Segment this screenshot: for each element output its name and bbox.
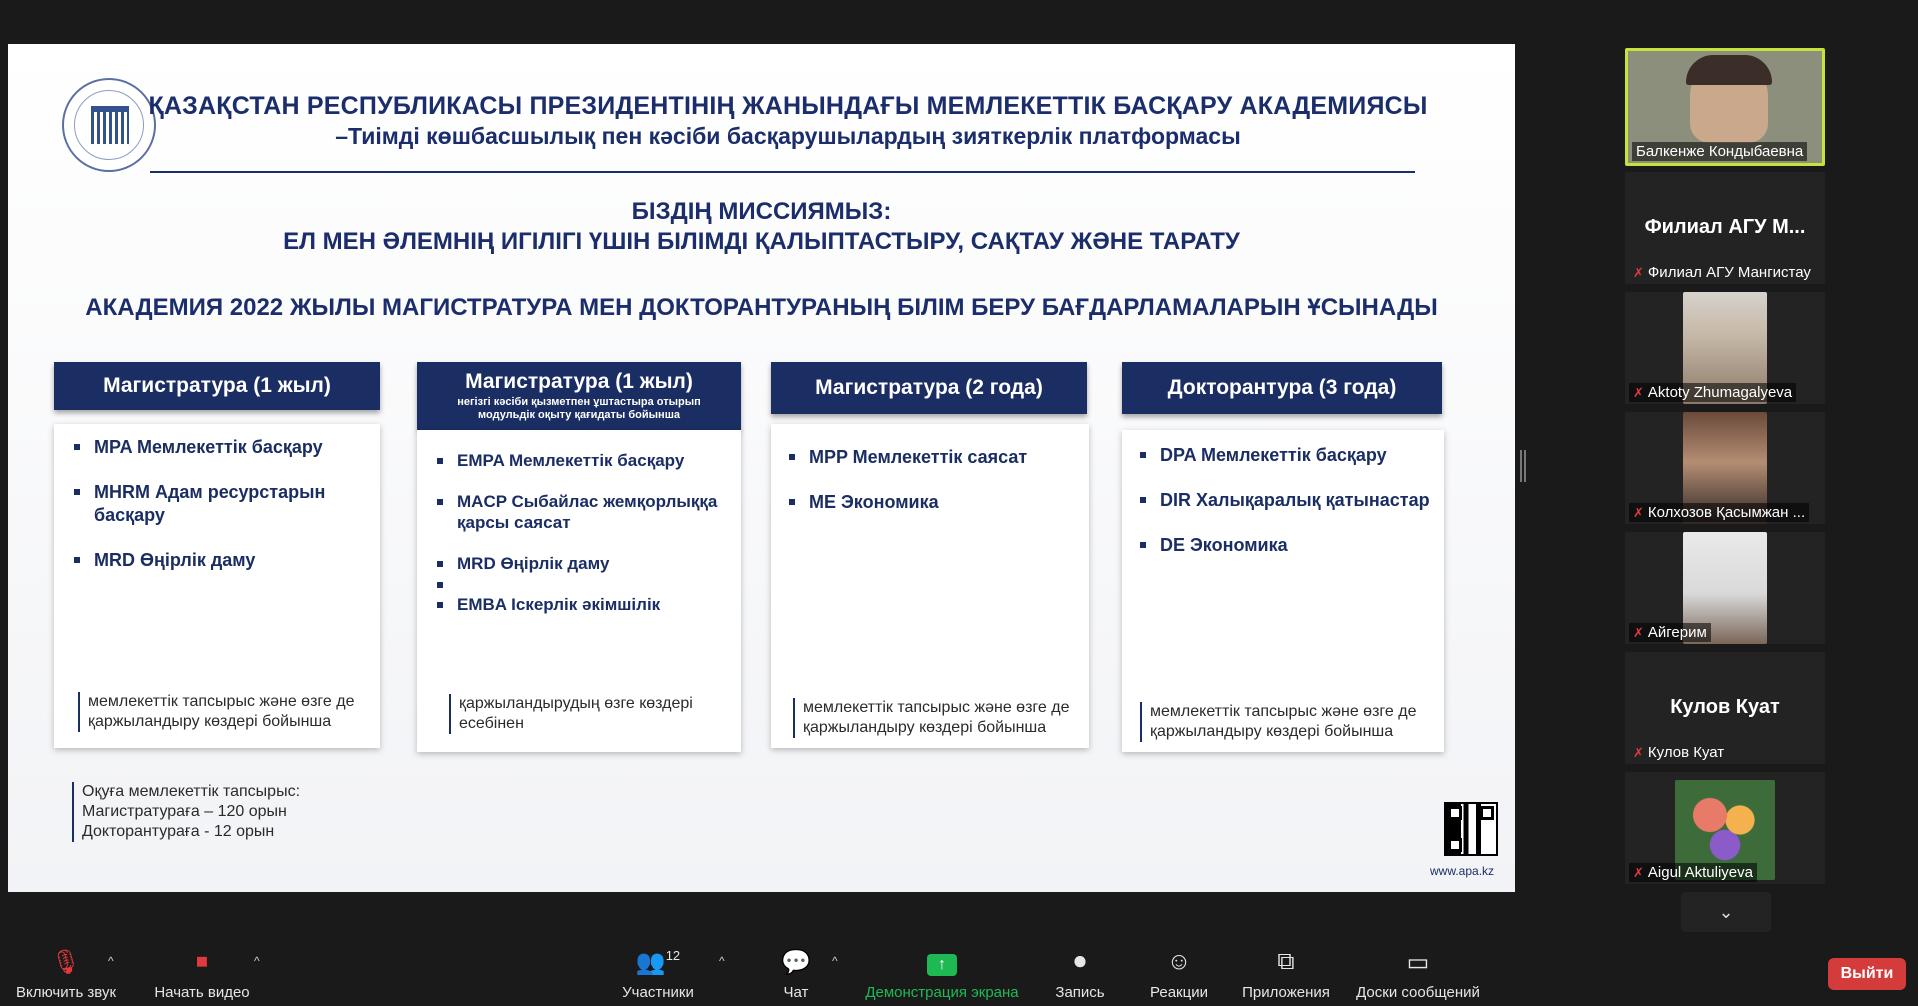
program-card-body (771, 424, 1089, 748)
quota-title: Оқуға мемлекеттік тапсырыс: (82, 783, 301, 800)
mic-muted-icon: ✗ (1633, 265, 1644, 280)
participants-icon: 👥$^{12}$ (635, 948, 681, 976)
chevron-down-icon[interactable]: ⌄ (1681, 892, 1771, 932)
mic-muted-icon: ✗ (1633, 505, 1644, 520)
slide-header-subtitle: –Тиімді көшбасшылық пен кәсіби басқарушылардың зияткерлік платформасы (335, 123, 1241, 149)
program-item: DPA Мемлекеттік басқару (1136, 444, 1432, 467)
program-item: DIR Халықаралық қатынастар (1136, 489, 1432, 512)
program-card-header (54, 362, 380, 410)
whiteboards-label: Доски сообщений (1356, 984, 1480, 1001)
program-card-title: Магистратура (1 жыл) (465, 370, 693, 393)
start-video-label: Начать видео (154, 984, 250, 1001)
video-options-caret[interactable]: ^ (254, 954, 260, 968)
record-label: Запись (1055, 984, 1105, 1001)
participant-display-name: Кулов Куат (1670, 696, 1780, 718)
participant-display-name: Филиал АГУ М... (1644, 216, 1806, 238)
participant-name: Балкенже Кондыбаевна (1632, 142, 1807, 161)
program-card-title: Магистратура (2 года) (815, 376, 1043, 399)
academy-logo (62, 78, 156, 172)
participants-button[interactable] (614, 948, 702, 1001)
participants-count: 12 (665, 948, 681, 963)
program-item: EMBA Іскерлік әкімшілік (433, 594, 729, 615)
share-screen-button[interactable] (860, 948, 1024, 1001)
participant-name: Колхозов Қасымжан ... (1647, 504, 1806, 521)
chat-options-caret[interactable]: ^ (832, 954, 838, 968)
qr-code-icon (1444, 802, 1498, 856)
video-off-icon: ⏹ (196, 948, 208, 975)
program-item: EMPA Мемлекеттік басқару (433, 450, 729, 471)
reactions-icon: ☺ (1166, 948, 1192, 975)
unmute-button[interactable] (8, 948, 124, 1001)
participant-tile-active-speaker[interactable] (1625, 48, 1825, 166)
program-card-body (54, 424, 380, 748)
start-video-button[interactable] (148, 948, 256, 1001)
program-item: MRD Өңірлік даму (433, 553, 729, 574)
mic-muted-icon: ✗ (1633, 745, 1644, 760)
mic-muted-icon: ✗ (1633, 385, 1644, 400)
participant-hair (1686, 55, 1772, 85)
unmute-label: Включить звук (15, 984, 117, 1001)
chat-label: Чат (783, 984, 809, 1001)
whiteboards-button[interactable] (1350, 948, 1486, 1001)
share-screen-icon: ↑ (860, 948, 1024, 974)
participant-name: Филиал АГУ Мангистау (1647, 264, 1811, 281)
apps-label: Приложения (1242, 984, 1330, 1001)
leave-button[interactable]: Выйти (1828, 958, 1906, 990)
participant-tile[interactable] (1625, 532, 1825, 644)
share-screen-label: Демонстрация экрана (865, 984, 1019, 1001)
website-label: www.apa.kz (1430, 864, 1495, 878)
participant-name: Кулов Куат (1647, 744, 1725, 761)
slide-header-title: ҚАЗАҚСТАН РЕСПУБЛИКАСЫ ПРЕЗИДЕНТІНІҢ ЖАНЫНДАҒЫ МЕМЛЕКЕТТІК БАСҚАРУ АКАДЕМИЯСЫ (148, 92, 1428, 120)
program-item: MPP Мемлекеттік саясат (785, 446, 1077, 469)
mic-muted-icon: ✗ (1633, 865, 1644, 880)
funding-note: мемлекеттік тапсырыс және өзге де қаржыландыру көздері бойынша (78, 692, 358, 732)
whiteboard-icon: ▭ (1406, 949, 1430, 976)
participant-tile[interactable] (1625, 412, 1825, 524)
mic-muted-icon: ✗ (1633, 625, 1644, 640)
audio-options-caret[interactable]: ^ (108, 954, 114, 968)
quota-masters: Магистратураға – 120 орын (82, 803, 287, 820)
participants-label: Участники (622, 984, 694, 1001)
program-item: MRD Өңірлік даму (70, 549, 368, 572)
chat-button[interactable] (776, 948, 816, 1001)
header-divider (150, 171, 1415, 173)
program-item: ME Экономика (785, 491, 1077, 514)
reactions-button[interactable] (1148, 948, 1210, 1001)
program-card-subtitle: негізгі кәсіби қызметпен ұштастыра отырып модульдік оқыту қағидаты бойынша (457, 396, 701, 421)
apps-button[interactable] (1238, 948, 1334, 1001)
shared-slide (8, 44, 1515, 892)
state-quota-note (72, 782, 382, 842)
reactions-label: Реакции (1150, 984, 1208, 1001)
participant-tile[interactable] (1625, 772, 1825, 884)
record-button[interactable] (1054, 948, 1106, 1001)
program-card-body (417, 430, 741, 752)
participant-name: Aigul Aktuliyeva (1647, 864, 1753, 881)
mission-title: БІЗДІҢ МИССИЯМЫЗ: (631, 198, 892, 225)
program-card-header (771, 362, 1087, 414)
program-card-header (417, 362, 741, 430)
mic-off-icon: 🎙 (50, 949, 82, 976)
program-card-body (1122, 430, 1444, 752)
participant-name: Айгерим (1647, 624, 1707, 641)
record-icon: ⏺ (1074, 948, 1086, 975)
program-item: MPA Мемлекеттік басқару (70, 436, 368, 459)
program-item-empty (433, 574, 729, 594)
chat-icon: 💬 (781, 949, 811, 976)
participants-options-caret[interactable]: ^ (719, 954, 725, 968)
participant-name: Aktoty Zhumagalyeva (1647, 384, 1793, 401)
panel-resize-handle[interactable] (1520, 450, 1526, 482)
funding-note: қаржыландырудың өзге көздері есебінен (449, 694, 729, 734)
mission-text: ЕЛ МЕН ӘЛЕМНІҢ ИГІЛІГІ ҮШІН БІЛІМДІ ҚАЛЫПТАСТЫРУ, САҚТАУ ЖӘНЕ ТАРАТУ (283, 228, 1240, 255)
funding-note: мемлекеттік тапсырыс және өзге де қаржыландыру көздері бойынша (1140, 702, 1430, 742)
program-item: DE Экономика (1136, 534, 1432, 557)
apps-icon: ⧉ (1277, 948, 1295, 975)
funding-note: мемлекеттік тапсырыс және өзге де қаржыландыру көздері бойынша (793, 698, 1073, 738)
participant-tile[interactable] (1625, 292, 1825, 404)
program-item: MHRM Адам ресурстарын басқару (70, 481, 368, 527)
programs-title: АКАДЕМИЯ 2022 ЖЫЛЫ МАГИСТРАТУРА МЕН ДОКТОРАНТУРАНЫҢ БІЛІМ БЕРУ БАҒДАРЛАМАЛАРЫН ҰСЫНАДЫ (85, 294, 1438, 321)
participant-tile[interactable] (1625, 172, 1825, 284)
program-item: MACP Сыбайлас жемқорлыққа қарсы саясат (433, 491, 729, 533)
program-card-header (1122, 362, 1442, 414)
quota-doctoral: Докторантураға - 12 орын (82, 823, 275, 840)
program-card-title: Докторантура (3 года) (1167, 376, 1397, 399)
program-card-title: Магистратура (1 жыл) (103, 374, 331, 397)
participant-tile[interactable] (1625, 652, 1825, 764)
